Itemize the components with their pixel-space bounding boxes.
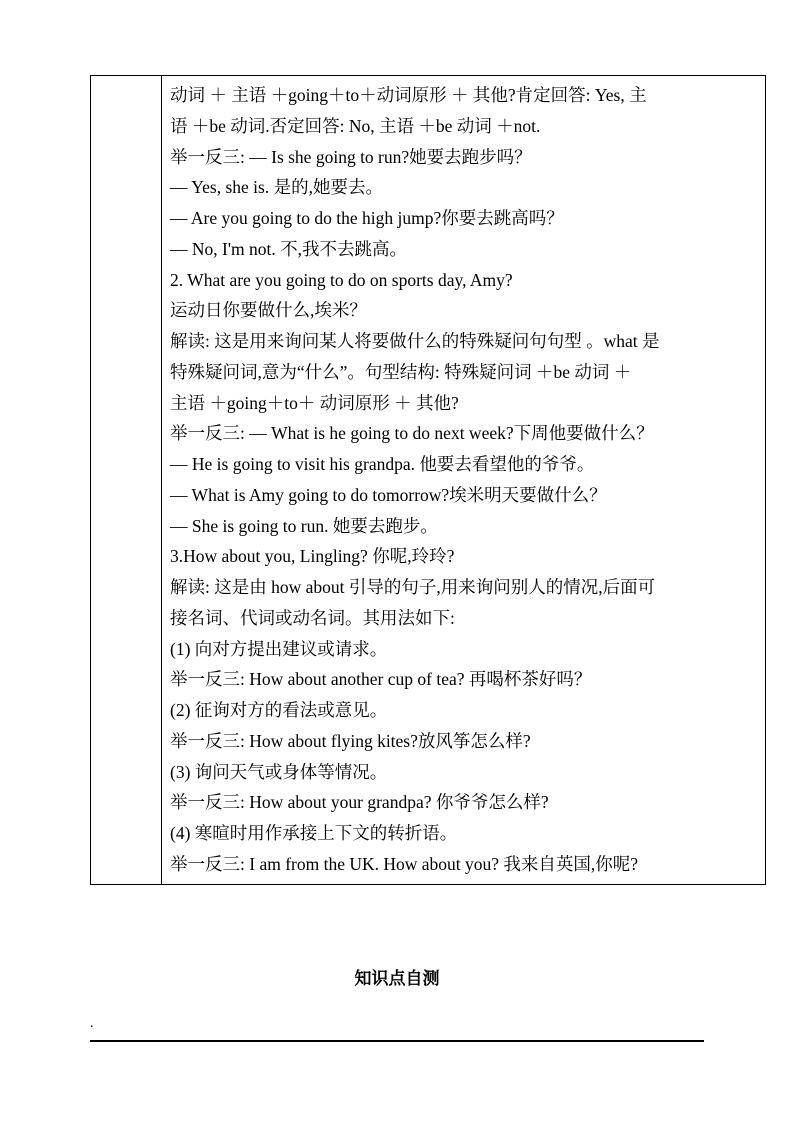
section-title: 知识点自测 — [354, 969, 440, 989]
usage-item: (3) 询问天气或身体等情况。 — [170, 761, 388, 782]
example-line: — He is going to visit his grandpa. 他要去看望他的爷爷。 — [170, 454, 595, 474]
explanation-line: 解读: 这是由 how about 引导的句子,用来询问别人的情况,后面可 — [170, 577, 656, 597]
text-line: 动词 ＋ 主语 ＋going＋to＋动词原形 ＋ 其他?肯定回答: Yes, 主 — [170, 85, 647, 105]
example-line: — Are you going to do the high jump?你要去跳高吗？ — [170, 208, 564, 228]
point-heading: 3.How about you, Lingling? 你呢,玲玲? — [170, 546, 455, 567]
usage-item: (1) 向对方提出建议或请求。 — [170, 638, 388, 659]
explanation-line: 主语 ＋going＋to＋ 动词原形 ＋ 其他? — [170, 392, 459, 413]
blank-left-cell — [91, 76, 162, 885]
example-line: 举一反三: How about your grandpa? 你爷爷怎么样? — [170, 792, 549, 813]
usage-item: (2) 征询对方的看法或意见。 — [170, 700, 388, 720]
text-line: 语 ＋be 动词.否定回答: No, 主语 ＋be 动词 ＋not. — [170, 115, 541, 136]
example-line: 举一反三: — Is she going to run?她要去跑步吗？ — [170, 146, 532, 167]
example-line: — What is Amy going to do tomorrow?埃米明天要做什么？ — [170, 484, 607, 505]
example-line: — She is going to run. 她要去跑步。 — [170, 515, 438, 536]
dot-mark: . — [90, 1016, 94, 1031]
example-line: 举一反三: I am from the UK. How about you? 我来自英国,你呢? — [170, 853, 639, 874]
example-line: 举一反三: How about flying kites?放风筝怎么样? — [170, 730, 531, 751]
explanation-line: 解读: 这是用来询问某人将要做什么的特殊疑问句句型 。what 是 — [170, 331, 660, 351]
usage-item: (4) 寒暄时用作承接上下文的转折语。 — [170, 823, 458, 843]
translation-line: 运动日你要做什么,埃米？ — [170, 300, 367, 321]
horizontal-rule — [90, 1040, 704, 1042]
point-heading: 2. What are you going to do on sports day, Amy? — [170, 269, 513, 290]
table-row — [91, 76, 766, 885]
example-line: — Yes, she is. 是的,她要去。 — [170, 177, 383, 198]
example-line: — No, I'm not. 不,我不去跳高。 — [170, 238, 407, 259]
example-line: 举一反三: — What is he going to do next week?下周他要做什么？ — [170, 423, 654, 444]
explanation-line: 特殊疑问词,意为“什么”。句型结构: 特殊疑问词 ＋be 动词 ＋ — [170, 361, 632, 382]
notes-cell — [162, 76, 766, 885]
notes-table — [90, 75, 766, 885]
example-line: 举一反三: How about another cup of tea? 再喝杯茶好吗？ — [170, 669, 592, 690]
explanation-line: 接名词、代词或动名词。其用法如下: — [170, 607, 455, 628]
